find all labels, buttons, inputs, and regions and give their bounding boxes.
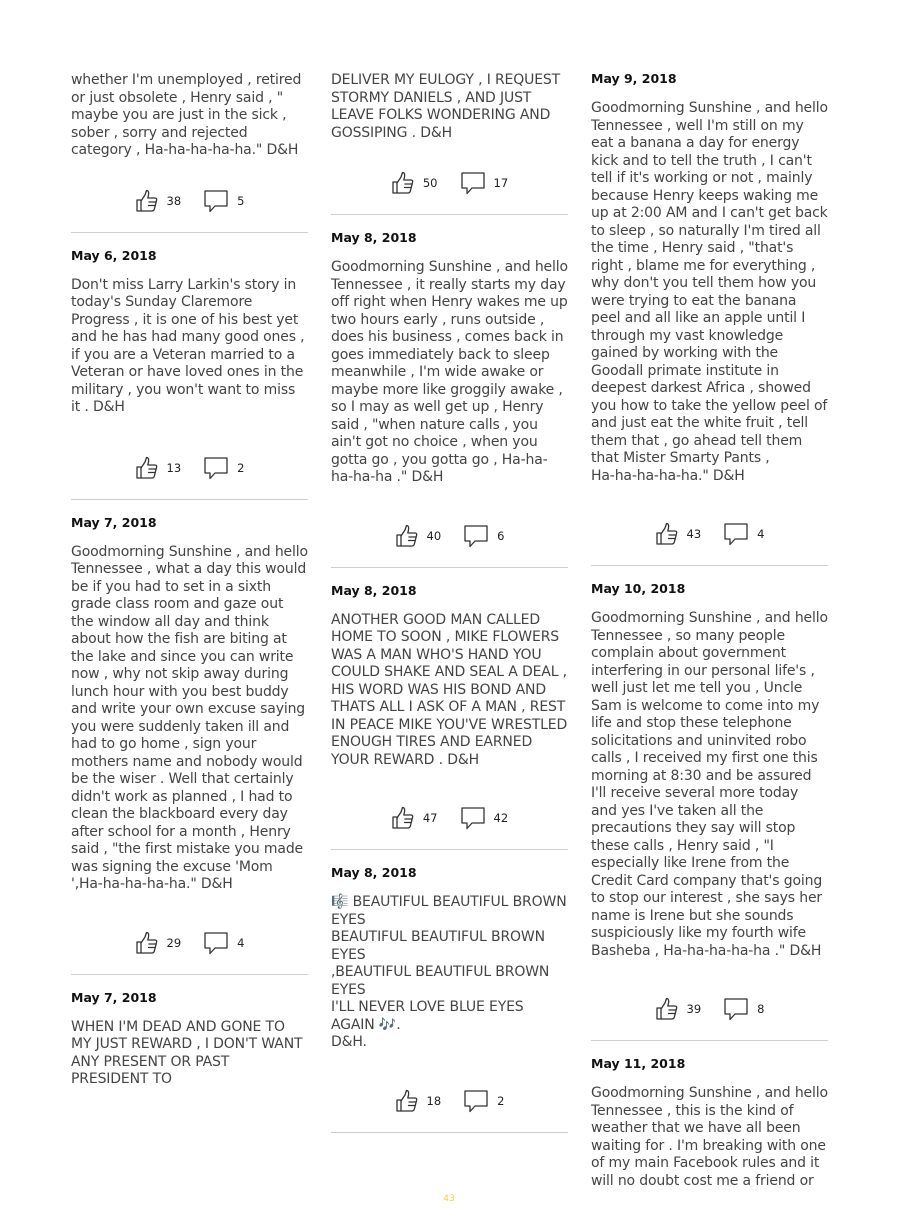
post-date: May 6, 2018 xyxy=(71,247,157,263)
like-button[interactable] xyxy=(135,189,182,213)
divider xyxy=(331,567,568,568)
like-button[interactable] xyxy=(655,997,702,1021)
post xyxy=(331,230,568,568)
comment-icon xyxy=(723,997,749,1021)
like-button[interactable] xyxy=(391,806,438,830)
reactions xyxy=(71,186,308,216)
post-text: ANOTHER GOOD MAN CALLED HOME TO SOON , MIKE FLOWERS WAS A MAN WHO'S HAND YOU COULD SHAKE AND SEAL A DEAL , HIS WORD WAS HIS BOND AND THATS ALL I ASK OF A MAN , REST IN PEACE MIKE YOU'VE WRESTLED ENOUGH TIRES AND EARNED YOUR REWARD . D&H xyxy=(331,611,568,768)
post-text: Goodmorning Sunshine , and hello Tennessee , so many people complain about government interfering in our personal life's , well just let me tell you , Uncle Sam is welcome to come into my life and stop these telephone solicitations and uninvited robo calls , I received my first one this morning at 8:30 and be assured I'll receive several more today and yes I've taken all the precautions they say will stop these calls , Henry said , "I especially like Irene from the Credit Card company that's going to stop our interest , she says her name is Irene but she sounds suspiciously like my fourth wife Basheba , Ha-ha-ha-ha-ha ." D&H xyxy=(591,610,828,959)
divider xyxy=(71,974,308,975)
post-text: Goodmorning Sunshine , and hello Tennessee , it really starts my day off right when Henry wakes me up two hours early , runs outside , does his business , comes back in goes immediately back to sleep meanwhile , I'm wide awake or maybe more like groggily awake , so I may as well get up , Henry said , "when nature calls , you ain't got no choice , when you gotta go , you gotta go , Ha-ha-ha-ha-ha ." D&H xyxy=(331,259,568,485)
like-count: 13 xyxy=(166,460,182,475)
comment-count: 2 xyxy=(497,1093,505,1108)
post-text: Goodmorning Sunshine , and hello Tennessee , well I'm still on my eat a banana a day for energy kick and to tell the truth , I can't tell if it's working or not , mainly because Henry keeps waking me up at 2:00 AM and I can't get back to sleep , so naturally I'm tired all the time , Henry said , "that's right , blame me for everything , why don't you tell them how you were trying to eat the banana peel and all like an apple until I through my vast knowledge gained by working with the Goodall primate institute in deepest darkest Africa , showed you how to take the yellow peel of and just eat the white fruit , tell them that , go ahead tell them that Mister Smarty Pants , Ha-ha-ha-ha-ha." D&H xyxy=(591,100,828,484)
comment-icon xyxy=(463,1089,489,1113)
comment-button[interactable] xyxy=(460,806,509,830)
thumbs-up-icon xyxy=(135,456,159,480)
comment-button[interactable] xyxy=(203,456,244,480)
comment-icon xyxy=(203,931,229,955)
post-date: May 7, 2018 xyxy=(71,989,157,1005)
reactions xyxy=(331,521,568,551)
comment-count: 4 xyxy=(237,935,245,950)
comment-count: 42 xyxy=(493,811,509,825)
comment-icon xyxy=(203,456,229,480)
post xyxy=(71,990,308,1089)
song-lyrics: BEAUTIFUL BEAUTIFUL BROWN EYES BEAUTIFUL BEAUTIFUL BROWN EYES ,BEAUTIFUL BEAUTIFUL BROWN EYES I'LL NEVER LOVE BLUE EYES AGAIN xyxy=(331,894,567,1033)
reactions xyxy=(71,453,308,483)
comment-icon xyxy=(460,171,486,195)
like-button[interactable] xyxy=(395,524,442,548)
reactions xyxy=(331,1086,568,1116)
comment-count: 5 xyxy=(237,193,245,208)
like-count: 18 xyxy=(426,1093,442,1108)
post-text: whether I'm unemployed , retired or just obsolete , Henry said , " maybe you are just in the sick , sober , sorry and rejected category , Ha-ha-ha-ha-ha." D&H xyxy=(71,72,302,158)
post-date: May 8, 2018 xyxy=(331,582,417,598)
like-count: 40 xyxy=(426,528,442,543)
post xyxy=(591,71,828,566)
divider xyxy=(71,499,308,500)
comment-count: 2 xyxy=(237,460,245,475)
like-count: 38 xyxy=(166,193,182,208)
reactions xyxy=(591,519,828,549)
thumbs-up-icon xyxy=(391,806,415,830)
comment-icon xyxy=(723,522,749,546)
thumbs-up-icon xyxy=(655,522,679,546)
like-button[interactable] xyxy=(655,522,702,546)
comment-icon xyxy=(460,806,486,830)
post-text: Don't miss Larry Larkin's story in today's Sunday Claremore Progress , it is one of his best yet and he has had many good ones , if you are a Veteran married to a Veteran or have loved ones in the military , you won't want to miss it . D&H xyxy=(71,276,305,415)
post xyxy=(331,865,568,1133)
comment-button[interactable] xyxy=(203,189,244,213)
comment-icon xyxy=(463,524,489,548)
like-button[interactable] xyxy=(135,456,182,480)
like-count: 47 xyxy=(422,811,438,825)
post xyxy=(591,581,828,1041)
comment-icon xyxy=(203,189,229,213)
comment-button[interactable] xyxy=(723,997,764,1021)
comment-count: 17 xyxy=(493,176,509,190)
like-button[interactable] xyxy=(395,1089,442,1113)
like-button[interactable] xyxy=(391,171,438,195)
post xyxy=(71,248,308,500)
reactions xyxy=(331,168,568,198)
divider xyxy=(591,565,828,566)
like-count: 50 xyxy=(422,176,438,190)
like-count: 43 xyxy=(686,527,702,541)
page-number: 43 xyxy=(443,1194,455,1204)
comment-count: 4 xyxy=(757,527,765,541)
comment-count: 8 xyxy=(757,1002,765,1016)
post-text: Goodmorning Sunshine , and hello Tennessee , this is the kind of weather that we have all been waiting for . I'm breaking with one of my main Facebook rules and it will no doubt cost me a friend or xyxy=(591,1085,828,1189)
like-button[interactable] xyxy=(135,931,182,955)
comment-button[interactable] xyxy=(203,931,244,955)
divider xyxy=(331,214,568,215)
comment-button[interactable] xyxy=(723,522,764,546)
divider xyxy=(331,1132,568,1133)
post-date: May 10, 2018 xyxy=(591,581,686,596)
post-date: May 7, 2018 xyxy=(71,514,157,530)
divider xyxy=(71,232,308,233)
column-2 xyxy=(331,0,568,1133)
post xyxy=(331,72,568,215)
post xyxy=(591,1056,828,1190)
post-date: May 8, 2018 xyxy=(331,865,417,880)
thumbs-up-icon xyxy=(391,171,415,195)
thumbs-up-icon xyxy=(135,189,159,213)
reactions xyxy=(71,928,308,958)
post-date: May 8, 2018 xyxy=(331,230,417,245)
post-date: May 11, 2018 xyxy=(591,1056,686,1071)
comment-button[interactable] xyxy=(463,1089,504,1113)
column-3 xyxy=(591,0,828,1190)
reactions xyxy=(591,994,828,1024)
reactions xyxy=(331,803,568,833)
thumbs-up-icon xyxy=(395,1089,419,1113)
post-text: Goodmorning Sunshine , and hello Tennessee , what a day this would be if you had to set in a sixth grade class room and gaze out the window all day and think about how the fish are biting at the lake and since you can write now , why not skip away during lunch hour with you best buddy and write your own excuse saying you were suddenly taken ill and had to go home , sign your mothers name and nobody would be the wiser . Well that certainly didn't work as planned , I had to clean the blackboard every day after school for a month , Henry said , "the first mistake you made was signing the excuse 'Mom ',Ha-ha-ha-ha-ha." D&H xyxy=(71,543,308,892)
thumbs-up-icon xyxy=(395,524,419,548)
column-1 xyxy=(71,0,308,1089)
like-count: 29 xyxy=(166,935,182,950)
comment-count: 6 xyxy=(497,528,505,543)
musical-notes-icon: 🎶 xyxy=(378,1016,397,1033)
comment-button[interactable] xyxy=(463,524,504,548)
song-lyrics-end: . D&H. xyxy=(331,1016,401,1050)
thumbs-up-icon xyxy=(655,997,679,1021)
comment-button[interactable] xyxy=(460,171,509,195)
thumbs-up-icon xyxy=(135,931,159,955)
post-text: DELIVER MY EULOGY , I REQUEST STORMY DANIELS , AND JUST LEAVE FOLKS WONDERING AND GOSSIPING . D&H xyxy=(331,72,561,141)
post-text: WHEN I'M DEAD AND GONE TO MY JUST REWARD , I DON'T WANT ANY PRESENT OR PAST PRESIDENT TO xyxy=(71,1018,303,1087)
post xyxy=(71,515,308,975)
post-text xyxy=(331,894,568,1052)
post xyxy=(331,583,568,851)
like-count: 39 xyxy=(686,1002,702,1016)
post-date: May 9, 2018 xyxy=(591,71,677,86)
divider xyxy=(331,849,568,850)
divider xyxy=(591,1040,828,1041)
post xyxy=(71,72,308,233)
musical-score-icon: 🎼 xyxy=(331,894,349,910)
